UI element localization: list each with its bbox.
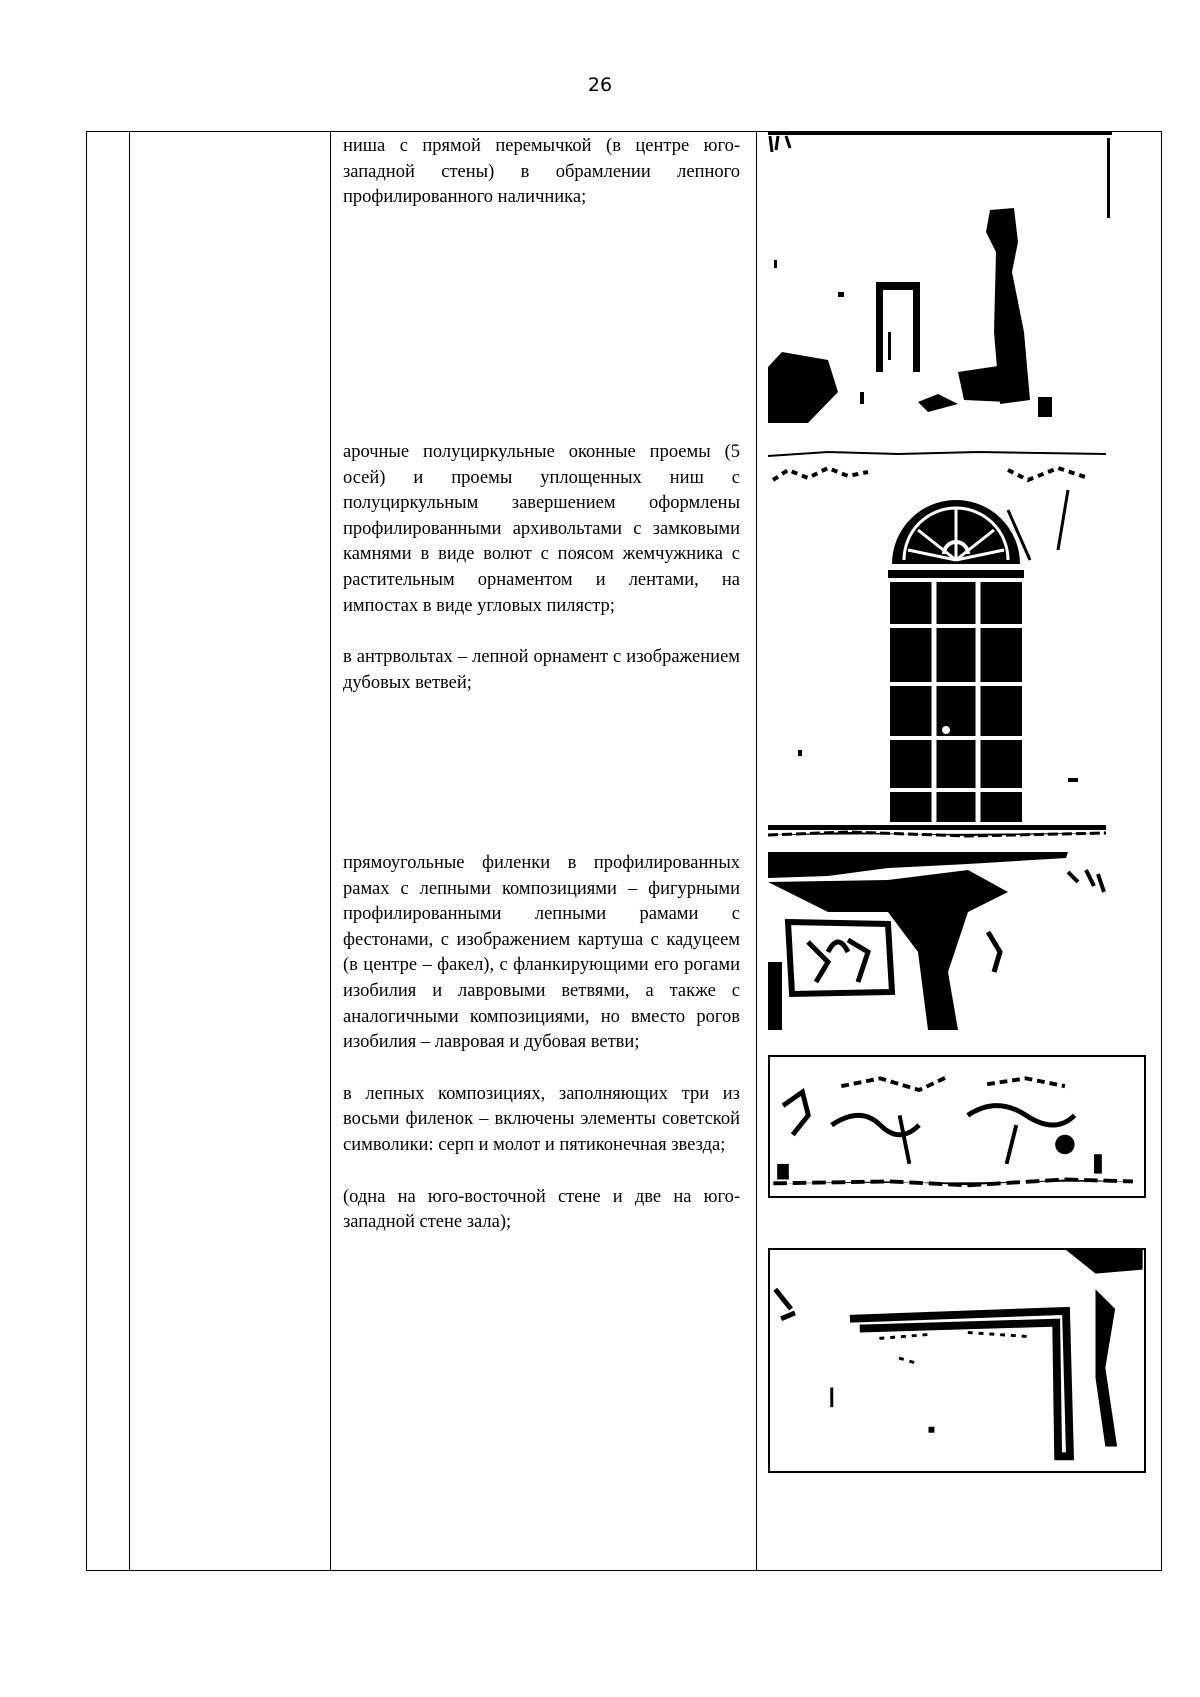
text-block-panels xyxy=(343,851,740,1236)
panel-photo-frame xyxy=(768,1248,1146,1473)
column-divider-3 xyxy=(756,132,757,1570)
panel-photos xyxy=(768,852,1108,1030)
paragraph: (одна на юго-восточной стене и две на юго-западной стене зала); xyxy=(343,1186,740,1233)
arched-window-photo xyxy=(768,450,1106,842)
column-divider-2 xyxy=(330,132,331,1570)
paragraph: прямоугольные филенки в профилированных рамах с лепными композициями – фигурными профилированными лепными рамами с фестонами, с изображением картуша с кадуцеем (в центре – факел), с фланкирующими его рогами изобилия и лавровыми ветвями, а также с аналогичными композициями, но вместо рогов изобилия – лавровая и дубовая ветви; xyxy=(343,853,740,1053)
column-divider-1 xyxy=(129,132,130,1570)
text-block-arched-windows xyxy=(343,440,740,696)
paragraph: в лепных композициях, заполняющих три из восьми филенок – включены элементы советской символики: серп и молот и пятиконечная звезда; xyxy=(343,1083,740,1155)
page-number: 26 xyxy=(587,74,613,96)
paragraph: ниша с прямой перемычкой (в центре юго-западной стены) в обрамлении лепного профилированного наличника; xyxy=(343,136,740,208)
panel-photo-composition xyxy=(768,1055,1146,1198)
paragraph: в антрвольтах – лепной орнамент с изображением дубовых ветвей; xyxy=(343,647,740,693)
niche-photo xyxy=(768,132,1112,423)
paragraph: арочные полуциркульные оконные проемы (5 осей) и проемы уплощенных ниш с полуциркульным завершением оформлены профилированными архивольтами с замковыми камнями в виде волют с поясом жемчужника с растительным орнаментом и лентами, на импостах в виде угловых пилястр; xyxy=(343,442,740,616)
text-block-niche xyxy=(343,134,740,211)
